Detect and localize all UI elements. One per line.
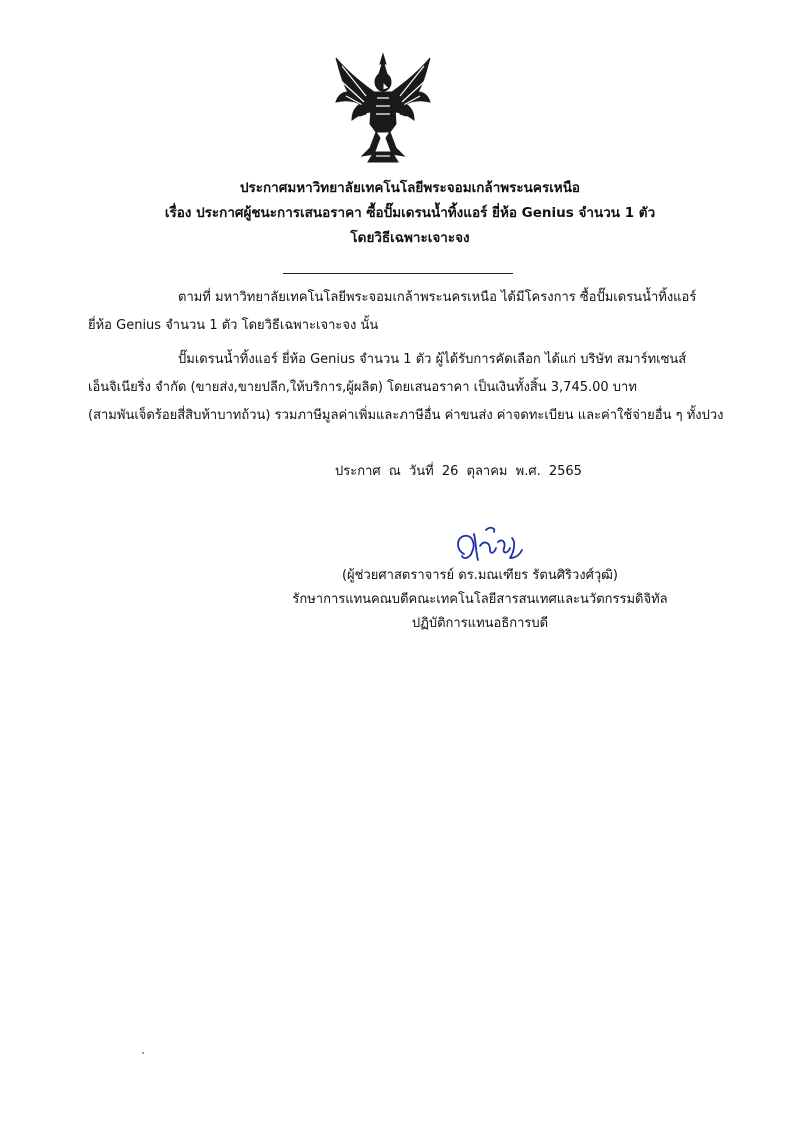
title-line-organization: ประกาศมหาวิทยาลัยเทคโนโลยีพระจอมเกล้าพระนครเหนือ bbox=[239, 180, 581, 196]
body-paragraph-1 bbox=[88, 284, 738, 340]
signatory-block bbox=[260, 564, 700, 636]
scan-speck bbox=[142, 1052, 144, 1054]
garuda-emblem-icon bbox=[332, 52, 434, 164]
announcement-date: ประกาศ ณ วันที่ 26 ตุลาคม พ.ศ. 2565 bbox=[335, 464, 582, 479]
signatory-position-1: รักษาการแทนคณบดีคณะเทคโนโลยีสารสนเทศและนวัตกรรมดิจิทัล bbox=[292, 592, 668, 607]
signatory-position-2: ปฏิบัติการแทนอธิการบดี bbox=[411, 616, 549, 631]
paragraph-1-line-2: ยี่ห้อ Genius จำนวน 1 ตัว โดยวิธีเฉพาะเจาะจง นั้น bbox=[88, 318, 379, 333]
title-line-subject: เรื่อง ประกาศผู้ชนะการเสนอราคา ซื้อปั๊มเดรนน้ำทิ้งแอร์ ยี่ห้อ Genius จำนวน 1 ตัว bbox=[164, 205, 656, 221]
paragraph-1-line-1: ตามที่ มหาวิทยาลัยเทคโนโลยีพระจอมเกล้าพระนครเหนือ ได้มีโครงการ ซื้อปั๊มเดรนน้ำทิ้งแอร์ bbox=[178, 290, 697, 305]
signatory-name: (ผู้ช่วยศาสตราจารย์ ดร.มณเฑียร รัตนศิริวงศ์วุฒิ) bbox=[341, 568, 618, 583]
paragraph-2-line-1: ปั๊มเดรนน้ำทิ้งแอร์ ยี่ห้อ Genius จำนวน 1 ตัว ผู้ได้รับการคัดเลือก ได้แก่ บริษัท สมาร์ทเซนส์ bbox=[178, 352, 687, 367]
title-divider bbox=[283, 273, 513, 274]
paragraph-2-line-3: (สามพันเจ็ดร้อยสี่สิบห้าบาทถ้วน) รวมภาษีมูลค่าเพิ่มและภาษีอื่น ค่าขนส่ง ค่าจดทะเบียน และค่าใช้จ่ายอื่น ๆ ทั้งปวง bbox=[88, 408, 724, 423]
body-paragraph-2 bbox=[88, 346, 738, 430]
title-line-method: โดยวิธีเฉพาะเจาะจง bbox=[350, 230, 470, 246]
announcement-title bbox=[150, 176, 670, 251]
paragraph-2-line-2: เอ็นจิเนียริ่ง จำกัด (ขายส่ง,ขายปลีก,ให้บริการ,ผู้ผลิต) โดยเสนอราคา เป็นเงินทั้งสิ้น 3,745.00 บาท bbox=[88, 380, 637, 395]
handwritten-signature bbox=[450, 524, 528, 566]
